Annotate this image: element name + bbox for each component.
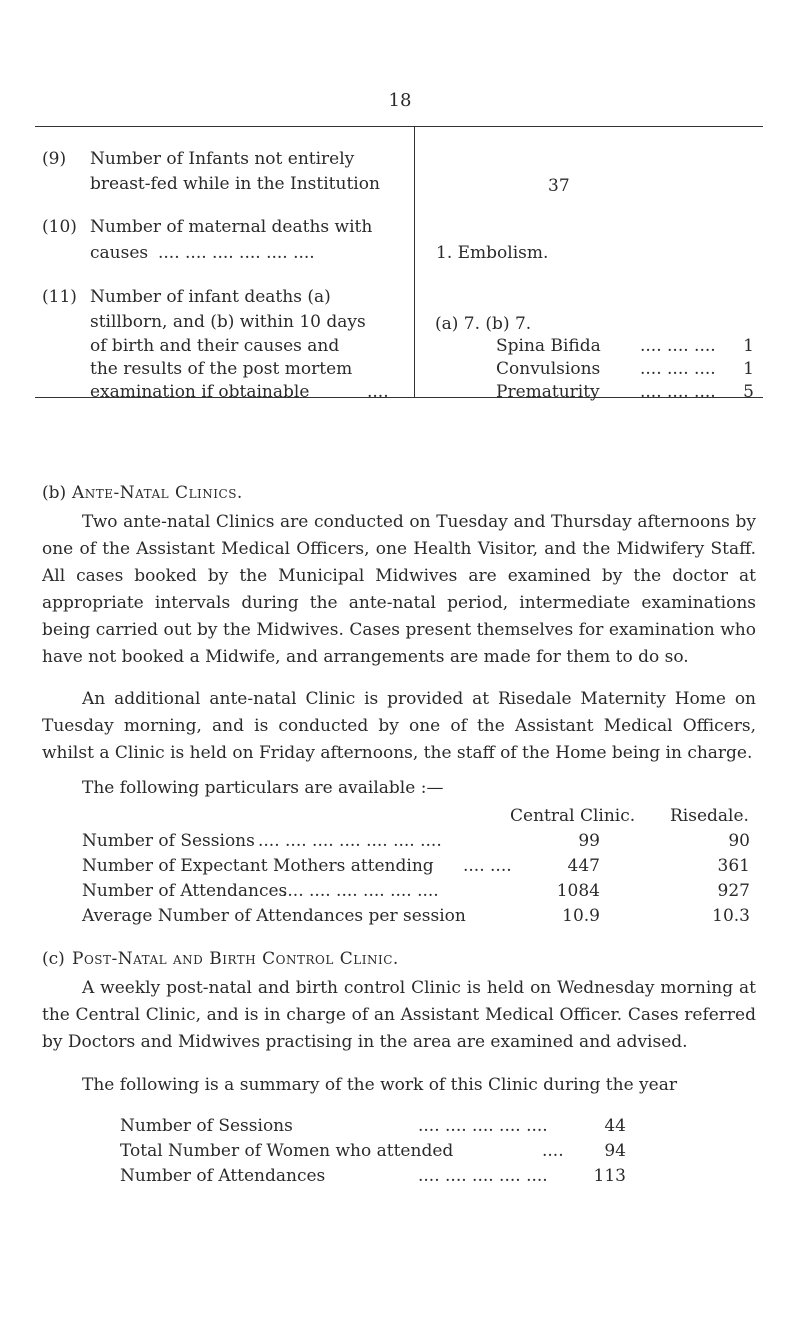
cause-count: 1	[743, 359, 754, 379]
section-c-paragraph-1	[42, 975, 756, 1056]
section-b-prefix: (b)	[42, 483, 67, 503]
summary-leader: .... .... .... .... ....	[418, 1166, 548, 1186]
stat-risedale: 10.3	[712, 906, 750, 926]
stat-leader: .... .... .... .... .... ....	[282, 881, 439, 901]
stat-leader: .... ....	[463, 856, 512, 876]
stat-central: 447	[567, 856, 600, 876]
cause-leader: .... .... ....	[640, 359, 716, 379]
section-c-prefix: (c)	[42, 949, 65, 969]
row-11-label-line1: Number of infant deaths (a)	[90, 287, 331, 307]
row-11-label-line2: stillborn, and (b) within 10 days	[90, 312, 366, 332]
row-9-value: 37	[548, 176, 570, 196]
stat-label: Average Number of Attendances per session	[82, 906, 466, 926]
summary-value: 44	[604, 1116, 626, 1136]
row-11-label-line3: of birth and their causes and	[90, 336, 340, 356]
cause-label: Convulsions	[496, 359, 601, 379]
cause-count: 5	[743, 382, 754, 402]
stat-risedale: 90	[728, 831, 750, 851]
row-11-label-line4: the results of the post mortem	[90, 359, 353, 379]
section-b-heading: Ante-Natal Clinics.	[72, 483, 243, 503]
summary-label: Number of Sessions	[120, 1116, 293, 1136]
column-header-central: Central Clinic.	[510, 806, 636, 826]
paragraph-text: An additional ante-natal Clinic is provided at Risedale Maternity Home on Tuesday morning, and is conducted by one of the Assistant Medical Officers, whilst a Clinic is held on Friday afternoons, the staff of the Home being in charge.	[42, 689, 756, 763]
stat-central: 10.9	[562, 906, 600, 926]
section-c-heading: Post-Natal and Birth Control Clinic.	[72, 949, 399, 969]
cause-label: Spina Bifida	[496, 336, 601, 356]
row-10-label-line1: Number of maternal deaths with	[90, 217, 373, 237]
row-11-number: (11)	[42, 287, 77, 307]
section-c-intro: The following is a summary of the work of this Clinic during the year	[82, 1075, 677, 1095]
stat-central: 1084	[556, 881, 600, 901]
section-b-paragraph-2	[42, 686, 756, 767]
summary-label: Total Number of Women who attended	[120, 1141, 454, 1161]
section-b-intro: The following particulars are available :—	[82, 778, 444, 798]
row-11-leader: ....	[367, 382, 389, 402]
row-10-number: (10)	[42, 217, 77, 237]
stat-label: Number of Sessions	[82, 831, 255, 851]
cause-count: 1	[743, 336, 754, 356]
paragraph-text: Two ante-natal Clinics are conducted on Tuesday and Thursday afternoons by one of the Assistant Medical Officers, one Health Visitor, and the Midwifery Staff. All cases booked by the Municipal Midwives are examined by the doctor at appropriate intervals during the ante-natal period, intermediate examinations being carried out by the Midwives. Cases present themselves for examination who have not booked a Midwife, and arrangements are made for them to do so.	[42, 512, 756, 667]
row-9-number: (9)	[42, 149, 67, 169]
stat-label: Number of Expectant Mothers attending	[82, 856, 434, 876]
cause-label: Prematurity	[496, 382, 600, 402]
row-10-label-line2: causes	[90, 243, 149, 263]
row-10-value: 1. Embolism.	[436, 243, 549, 263]
column-header-risedale: Risedale.	[670, 806, 749, 826]
stat-risedale: 361	[717, 856, 750, 876]
row-10-leader: .... .... .... .... .... ....	[158, 243, 315, 263]
summary-leader: ....	[542, 1141, 564, 1161]
summary-value: 113	[593, 1166, 626, 1186]
stat-leader: .... .... .... .... .... .... ....	[258, 831, 442, 851]
stat-label: Number of Attendances	[82, 881, 288, 901]
summary-value: 94	[604, 1141, 626, 1161]
row-9-label-line2: breast-fed while in the Institution	[90, 174, 380, 194]
row-9-label-line1: Number of Infants not entirely	[90, 149, 355, 169]
section-b-paragraph-1	[42, 509, 756, 671]
summary-leader: .... .... .... .... ....	[418, 1116, 548, 1136]
row-11-value: (a) 7. (b) 7.	[435, 314, 532, 334]
summary-label: Number of Attendances	[120, 1166, 326, 1186]
page-number: 18	[388, 90, 412, 111]
row-11-label-line5: examination if obtainable	[90, 382, 310, 402]
stat-risedale: 927	[717, 881, 750, 901]
cause-leader: .... .... ....	[640, 382, 716, 402]
stat-central: 99	[578, 831, 600, 851]
table-top-rule	[35, 126, 763, 127]
paragraph-text: A weekly post-natal and birth control Clinic is held on Wednesday morning at the Central Clinic, and is in charge of an Assistant Medical Officer. Cases referred by Doctors and Midwives practising in the area are examined and advised.	[42, 978, 756, 1052]
table-column-divider	[414, 127, 415, 397]
cause-leader: .... .... ....	[640, 336, 716, 356]
